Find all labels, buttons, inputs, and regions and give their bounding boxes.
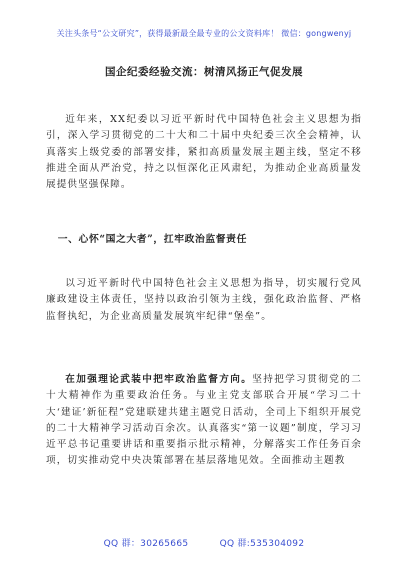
- intro-paragraph: 近年来，XX纪委以习近平新时代中国特色社会主义思想为指引，深入学习贯彻党的二十大和二十届中央纪委三次全会精神，认真落实上级党委的部署安排，紧扣高质量发展主题主线，坚定不移推进全面从严治党，持之以恒深化正风肃纪，为推动企业高质量发展提供坚强保障。: [46, 114, 362, 191]
- header-notice: 关注头条号“公文研究”，获得最新最全最专业的公文资料库！ 微信：gongwenyj: [56, 29, 352, 38]
- section-2-paragraph: [46, 372, 362, 470]
- footer-qq-group-1: QQ 群：30265665: [103, 539, 189, 549]
- document-title: 国企纪委经验交流：树清风扬正气促发展: [105, 66, 303, 78]
- section-2-lead: 在加强理论武装中把牢政治监督方向。: [65, 374, 253, 385]
- footer-contacts: [0, 536, 408, 549]
- section-2-body: 坚持把学习贯彻党的二十大精神作为重要政治任务。与业主党支部联合开展“学习二十大‘建证’新征程”党建联建共建主题党日活动，全司上下组织开展党的二十大精神学习活动百余次。认真落实“第一议题”制度，学习习近平总书记重要讲话和重要指示批示精神，分解落实工作任务百余项，切实推动党中央决策部署在基层落地见效。全面推动主题教: [46, 374, 362, 467]
- section-1-heading: 一、心怀“国之大者”，扛牢政治监督责任: [57, 234, 247, 245]
- footer-qq-group-2: QQ 群:535304092: [219, 539, 305, 549]
- section-1-paragraph: 以习近平新时代中国特色社会主义思想为指导，切实履行党风廉政建设主体责任，坚持以政治引领为主线，强化政治监督、严格监督执纪，为企业高质量发展筑牢纪律“堡垒”。: [46, 278, 362, 322]
